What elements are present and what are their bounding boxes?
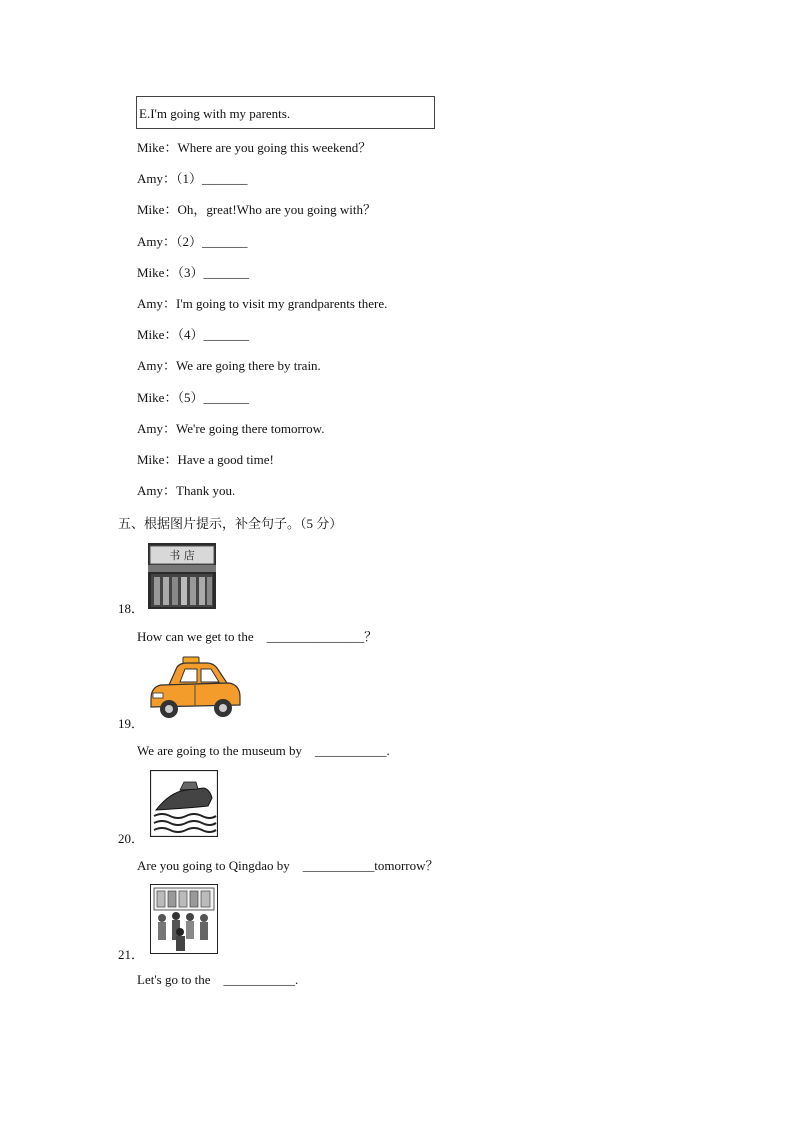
speaker: Mike： <box>137 265 178 280</box>
question-20-sentence: Are you going to Qingdao by ___________tomorrow？ <box>137 858 439 873</box>
dialogue-text: Where are you going this weekend？ <box>177 140 372 155</box>
speaker: Mike： <box>137 202 178 217</box>
dialogue-line-10 <box>137 421 324 437</box>
question-20-number: 20． <box>118 831 145 846</box>
dialogue-text: Have a good time! <box>177 452 274 467</box>
dialogue-line-2 <box>137 171 248 187</box>
speaker: Mike： <box>137 452 178 467</box>
dialogue-line-4 <box>137 234 248 250</box>
dialogue-line-7 <box>137 327 249 343</box>
speaker: Amy： <box>137 421 177 436</box>
speaker: Amy： <box>137 483 177 498</box>
speaker: Mike： <box>137 140 178 155</box>
question-19-sentence: We are going to the museum by ___________. <box>137 743 390 758</box>
dialogue-line-12 <box>137 483 235 499</box>
taxi-image <box>147 655 243 723</box>
dialogue-text: We are going there by train. <box>176 358 321 373</box>
dialogue-text: Oh，great!Who are you going with？ <box>177 202 377 217</box>
bookstore-image <box>148 543 216 609</box>
dialogue-text: （1）_______ <box>176 171 248 186</box>
dialogue-line-6 <box>137 296 387 312</box>
dialogue-text: （2）_______ <box>176 234 248 249</box>
option-e-box <box>136 96 435 129</box>
dialogue-line-11 <box>137 452 274 468</box>
dialogue-line-1 <box>137 140 371 156</box>
cinema-image <box>150 884 218 954</box>
dialogue-line-8 <box>137 358 321 374</box>
speaker: Mike： <box>137 390 178 405</box>
speaker: Amy： <box>137 358 177 373</box>
question-21-number: 21． <box>118 947 145 962</box>
ship-image <box>150 770 218 837</box>
dialogue-line-9 <box>137 390 249 406</box>
dialogue-text: We're going there tomorrow. <box>176 421 325 436</box>
dialogue-text: Thank you. <box>176 483 236 498</box>
dialogue-line-5 <box>137 265 249 281</box>
dialogue-line-3 <box>137 202 376 218</box>
dialogue-text: （4）_______ <box>177 327 249 342</box>
dialogue-text: I'm going to visit my grandparents there. <box>176 296 388 311</box>
bookstore-sign-text: 书 店 <box>169 549 195 562</box>
speaker: Amy： <box>137 171 177 186</box>
question-18-sentence: How can we get to the _______________？ <box>137 629 378 644</box>
question-21-sentence: Let's go to the ___________. <box>137 972 299 987</box>
speaker: Amy： <box>137 234 177 249</box>
speaker: Mike： <box>137 327 178 342</box>
speaker: Amy： <box>137 296 177 311</box>
dialogue-text: （3）_______ <box>177 265 249 280</box>
section-5-heading: 五、根据图片提示，补全句子。（5 分） <box>118 516 343 531</box>
dialogue-text: （5）_______ <box>177 390 249 405</box>
option-e-text: E.I'm going with my parents. <box>139 106 291 121</box>
question-18-number: 18． <box>118 601 145 616</box>
question-19-number: 19． <box>118 716 145 731</box>
